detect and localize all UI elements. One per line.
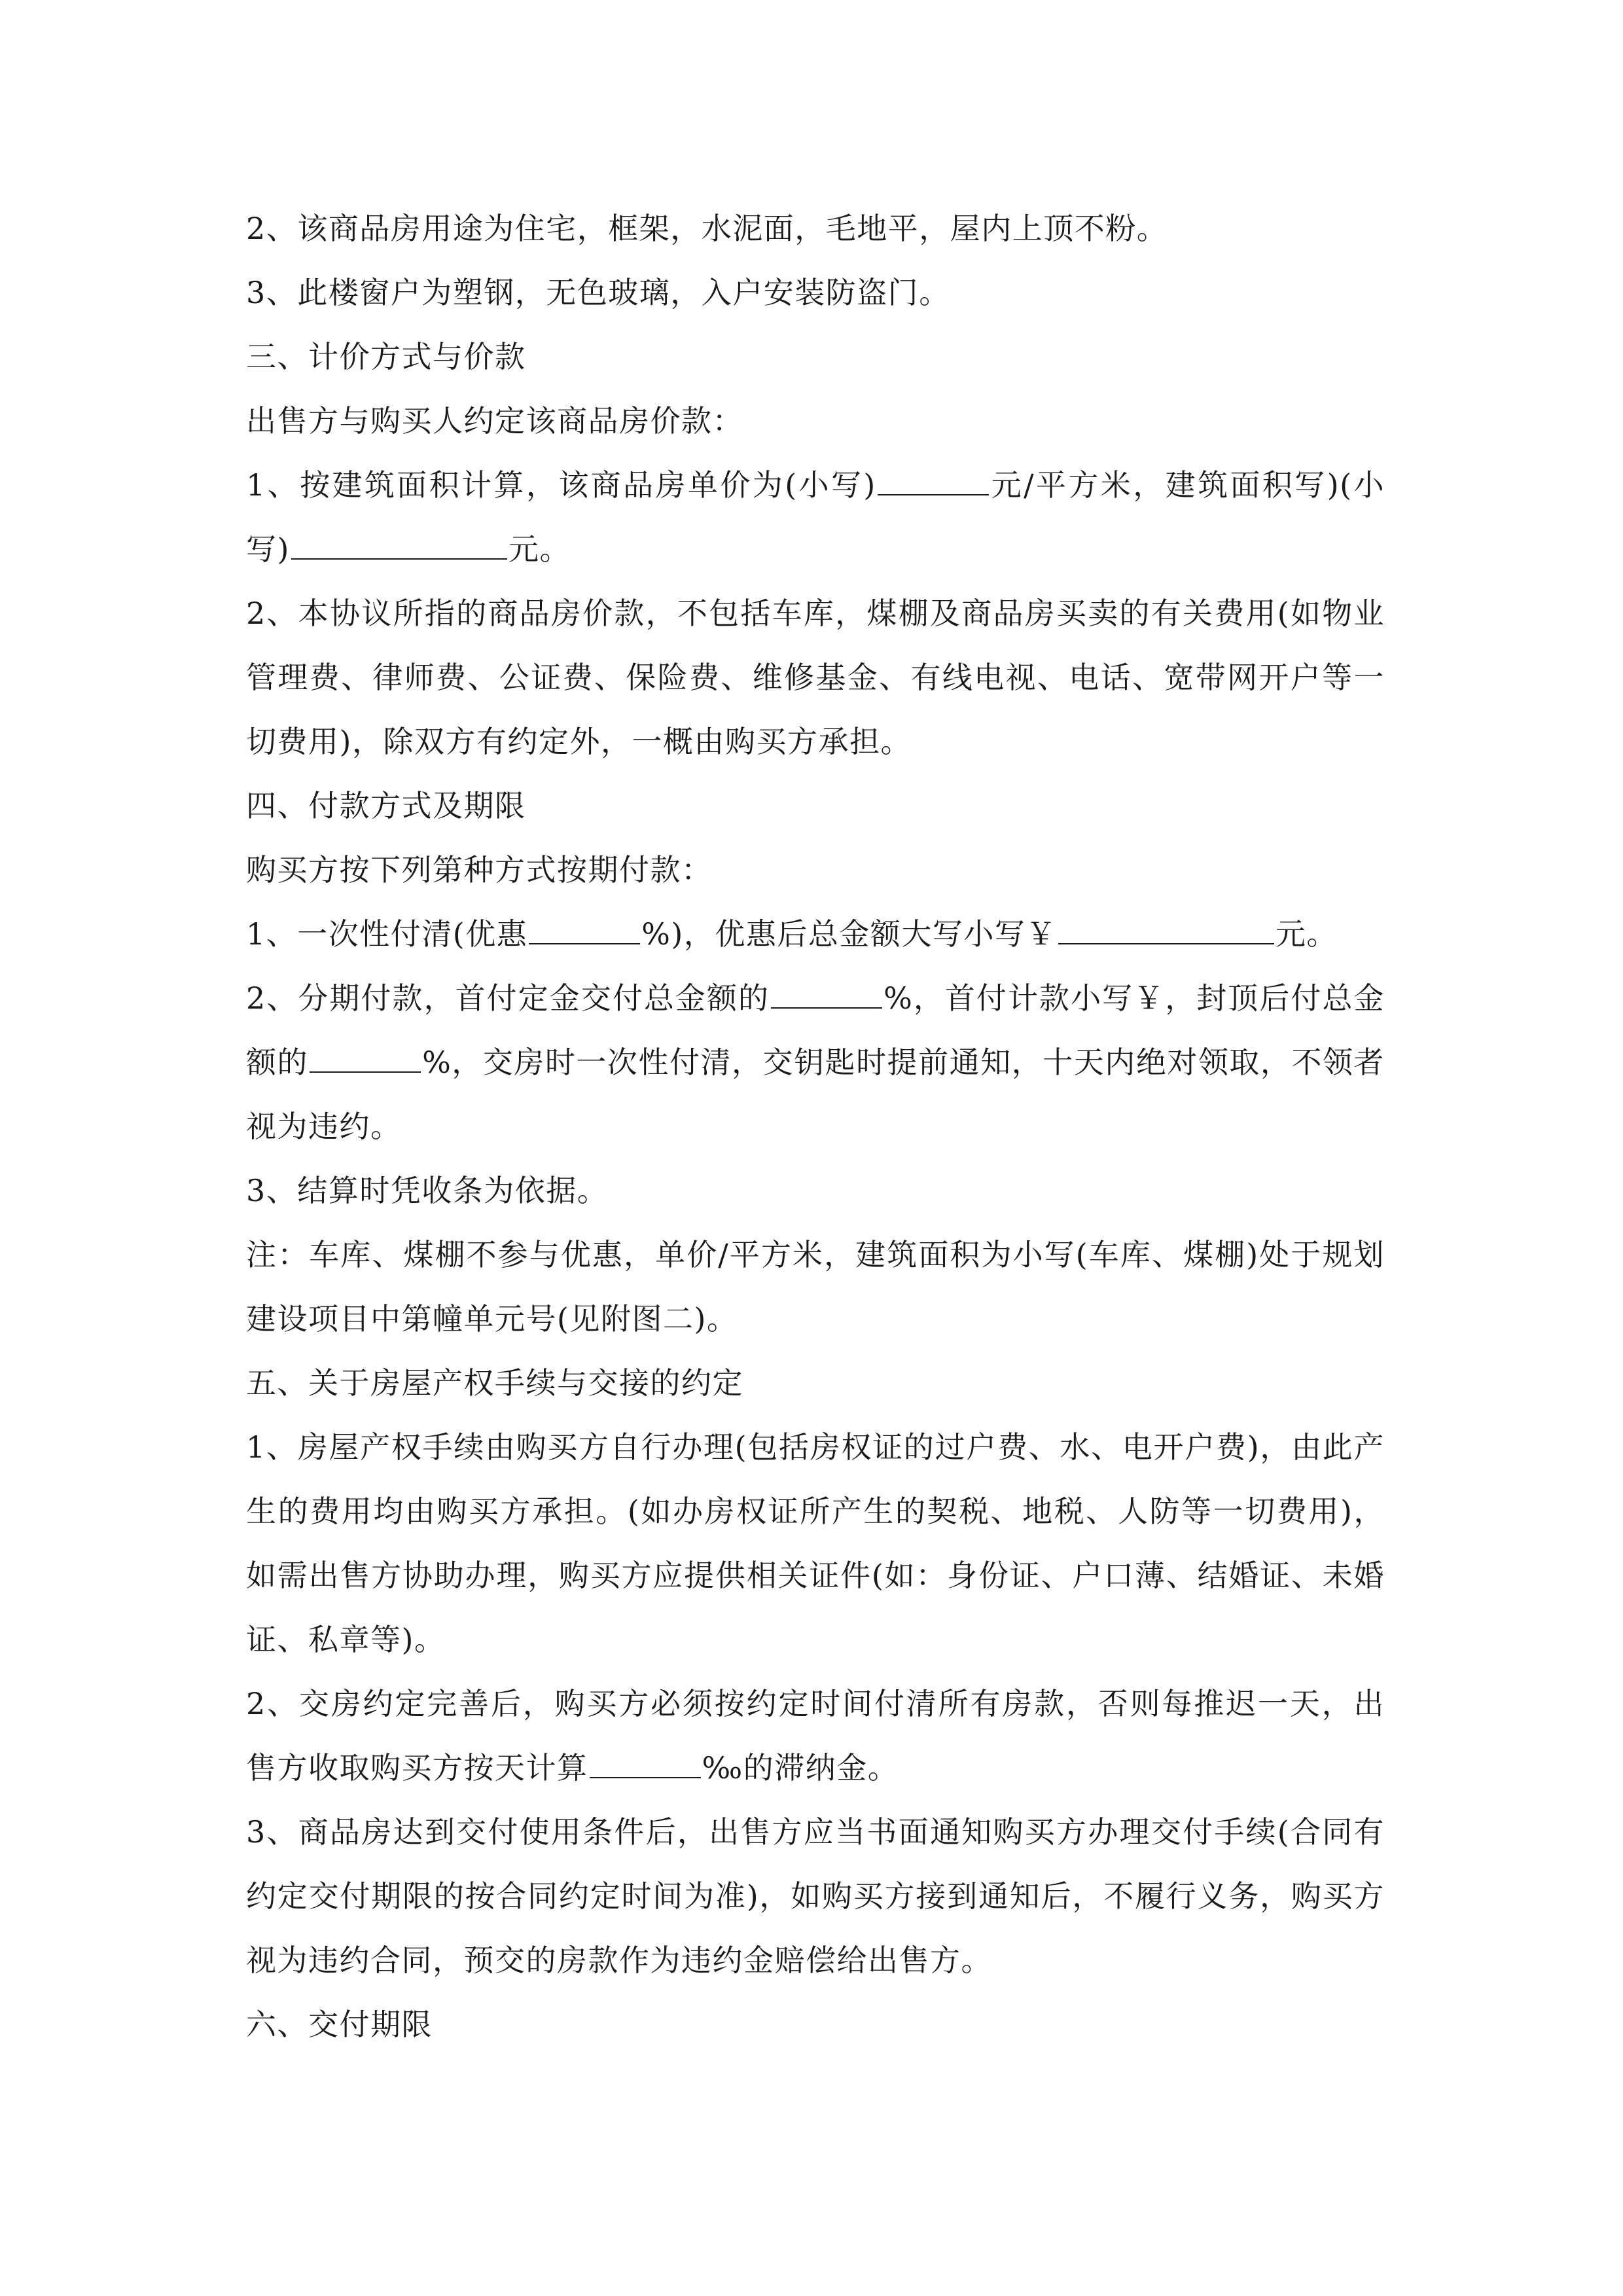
paragraph-price-exclusions: 2、本协议所指的商品房价款，不包括车库，煤棚及商品房买卖的有关费用(如物业管理费、律师费、公证费、保险费、维修基金、有线电视、电话、宽带网开户等一切费用)，除双方有约定外，一概由购买方承担。 [246, 596, 1385, 759]
paragraph-windows: 3、此楼窗户为塑钢，无色玻璃，入户安装防盗门。 [246, 275, 950, 310]
text-segment: 元/平方米，建筑面积写)(小写) [246, 467, 1385, 567]
paragraph-price-intro: 出售方与购买人约定该商品房价款： [246, 403, 743, 439]
paragraph-lump-sum [246, 902, 1385, 966]
section-heading-delivery-period: 六、交付期限 [246, 2007, 433, 2042]
paragraph-installments [246, 966, 1385, 1158]
paragraph-note-garage: 注：车库、煤棚不参与优惠，单价/平方米，建筑面积为小写(车库、煤棚)处于规划建设项目中第幢单元号(见附图二)。 [246, 1237, 1385, 1336]
text-segment: 2、交房约定完善后，购买方必须按约定时间付清所有房款，否则每推迟一天，出售方收取购买方按天计算 [246, 1686, 1385, 1785]
text-segment: %，首付计款小写￥，封顶后付总金额的 [246, 980, 1385, 1080]
late-fee-rate-blank[interactable] [590, 1738, 701, 1778]
paragraph-usage: 2、该商品房用途为住宅，框架，水泥面，毛地平，屋内上顶不粉。 [246, 211, 1168, 246]
unit-price-blank[interactable] [878, 455, 989, 495]
discount-percent-blank[interactable] [529, 904, 640, 944]
discounted-total-blank[interactable] [1058, 904, 1274, 944]
text-segment: 元。 [508, 531, 571, 567]
text-segment: %)，优惠后总金额大写小写￥ [641, 916, 1057, 952]
paragraph-delivery-notice: 3、商品房达到交付使用条件后，出售方应当书面通知购买方办理交付手续(合同有约定交付期限的按合同约定时间为准)，如购买方接到通知后，不履行义务，购买方视为违约合同，预交的房款作为违约金赔偿给出售方。 [246, 1814, 1385, 1978]
text-segment: 2、分期付款，首付定金交付总金额的 [246, 980, 770, 1016]
capping-percent-blank[interactable] [310, 1032, 421, 1073]
document-body [246, 196, 1385, 2056]
total-price-blank[interactable] [291, 519, 507, 560]
text-segment: 1、一次性付清(优惠 [246, 916, 528, 952]
section-heading-payment: 四、付款方式及期限 [246, 788, 526, 823]
paragraph-payment-intro: 购买方按下列第种方式按期付款： [246, 852, 713, 888]
text-segment: ‰的滞纳金。 [702, 1750, 899, 1785]
section-heading-ownership: 五、关于房屋产权手续与交接的约定 [246, 1365, 743, 1401]
text-segment: 1、按建筑面积计算，该商品房单价为(小写) [246, 467, 876, 503]
text-segment: %，交房时一次性付清，交钥匙时提前通知，十天内绝对领取，不领者视为违约。 [246, 1045, 1385, 1144]
paragraph-unit-price [246, 453, 1385, 581]
deposit-percent-blank[interactable] [771, 968, 882, 1009]
text-segment: 元。 [1275, 916, 1338, 952]
paragraph-late-fee [246, 1672, 1385, 1800]
section-heading-pricing: 三、计价方式与价款 [246, 339, 526, 374]
paragraph-settlement: 3、结算时凭收条为依据。 [246, 1173, 609, 1208]
paragraph-ownership-procedure: 1、房屋产权手续由购买方自行办理(包括房权证的过户费、水、电开户费)，由此产生的费用均由购买方承担。(如办房权证所产生的契税、地税、人防等一切费用)，如需出售方协助办理，购买方应提供相关证件(如：身份证、户口薄、结婚证、未婚证、私章等)。 [246, 1429, 1385, 1657]
